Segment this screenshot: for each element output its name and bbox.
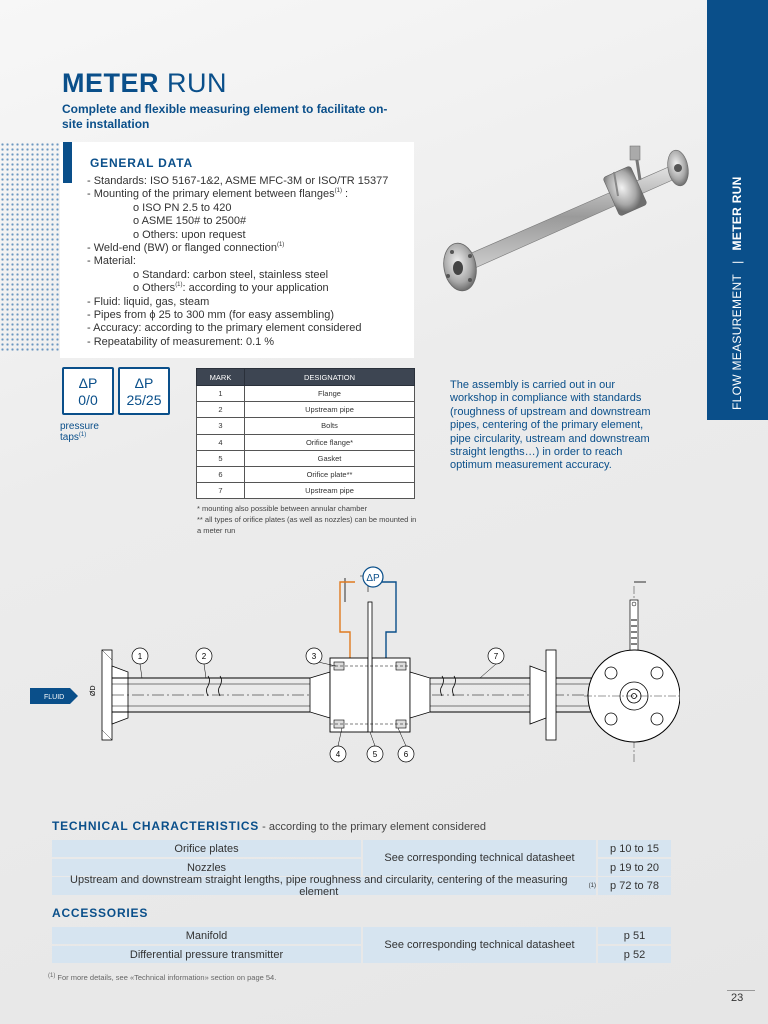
footer-note-sup: (1) — [48, 973, 56, 979]
svg-text:3: 3 — [311, 652, 317, 661]
general-line-tail: : — [341, 188, 349, 201]
mark-cell: 2 — [197, 402, 245, 418]
general-line-sup: (1) — [175, 282, 183, 289]
general-line-text: - Mounting of the primary element between flanges — [87, 188, 335, 201]
table-footnotes — [197, 503, 417, 536]
tech-row-straight-lengths — [52, 874, 596, 898]
general-line-text: - Repeatability of measurement: 0.1 % — [87, 335, 275, 348]
acc-merged-datasheet: See corresponding technical datasheet — [363, 927, 596, 963]
general-line-text: o ISO PN 2.5 to 420 — [133, 201, 232, 214]
footnote-1: * mounting also possible between annular chamber — [197, 504, 368, 513]
tech-page-3: p 72 to 78 — [598, 877, 671, 895]
mark-cell: 4 — [197, 434, 245, 450]
side-tab-section: FLOW MEASUREMENT — [730, 273, 744, 410]
general-line — [87, 336, 407, 349]
tech-characteristics-title — [52, 819, 486, 833]
tech-row-orifice: Orifice plates — [52, 840, 361, 857]
accessories-title: ACCESSORIES — [52, 906, 149, 920]
general-line-text: o ASME 150# to 2500# — [133, 215, 247, 228]
general-line-text: - Fluid: liquid, gas, steam — [87, 295, 210, 308]
general-line-sup: (1) — [276, 242, 285, 249]
orifice-plate — [368, 602, 372, 732]
general-line-text: - Pipes from ϕ 25 to 300 mm (for easy assembling) — [87, 309, 335, 322]
general-data-list — [87, 175, 407, 349]
acc-row-manifold: Manifold — [52, 927, 361, 944]
designation-cell: Flange — [245, 386, 415, 402]
table-row — [197, 418, 415, 434]
general-line-tail: : according to your application — [182, 282, 329, 295]
general-line — [87, 322, 407, 335]
general-line-text: - Accuracy: according to the primary element considered — [87, 322, 362, 335]
acc-row-transmitter: Differential pressure transmitter — [52, 946, 361, 963]
title-light: RUN — [167, 68, 228, 98]
page-number: 23 — [731, 992, 744, 1004]
tech-page-1: p 10 to 15 — [598, 840, 671, 857]
general-data-title: GENERAL DATA — [90, 156, 193, 170]
mark-table-body — [197, 386, 415, 499]
mark-cell: 6 — [197, 466, 245, 482]
side-tab-product: METER RUN — [730, 176, 744, 251]
general-line — [87, 242, 407, 255]
side-tab-label — [730, 170, 744, 410]
tap-value: 0/0 — [78, 392, 98, 408]
pressure-tap-box-0-0 — [62, 367, 114, 415]
assembly-description: The assembly is carried out in our workshop in compliance with standards (roughness of upstream and downstream pipes, centering of the primary element, pipe circularity, ustream and downstream straight lengths…) in order to reach optimum measurement accuracy. — [450, 379, 651, 472]
delta-p-symbol: ΔP — [134, 375, 154, 391]
mark-table — [196, 368, 415, 499]
callout-4 — [330, 728, 346, 762]
svg-text:4: 4 — [335, 750, 341, 759]
page-number-rule — [727, 990, 755, 991]
general-line — [87, 255, 407, 268]
general-line-text: - Standards: ISO 5167-1&2, ASME MFC-3M or ISO/TR 15377 — [87, 175, 389, 187]
pressure-taps-sup: (1) — [78, 432, 87, 438]
general-line — [87, 282, 407, 295]
general-line-text: o Standard: carbon steel, stainless steel — [133, 268, 329, 281]
svg-text:1: 1 — [137, 652, 143, 661]
flange-end-view — [584, 582, 680, 762]
svg-text:5: 5 — [372, 750, 378, 759]
pressure-taps-text: pressure taps — [60, 421, 99, 443]
page-subtitle: Complete and flexible measuring element to facilitate on-site installation — [62, 102, 388, 131]
tech-merged-datasheet: See corresponding technical datasheet — [363, 840, 596, 876]
acc-page-2: p 52 — [598, 946, 671, 963]
callout-1 — [132, 648, 148, 678]
table-row — [197, 402, 415, 418]
svg-text:7: 7 — [493, 652, 499, 661]
general-line — [87, 229, 407, 242]
general-line — [87, 188, 407, 201]
svg-text:6: 6 — [403, 750, 409, 759]
side-tab-separator: | — [730, 260, 744, 264]
general-line-text: - Weld-end (BW) or flanged connection — [87, 242, 277, 255]
general-line-text: o Others — [133, 282, 176, 295]
general-line — [87, 296, 407, 309]
general-line — [87, 202, 407, 215]
table-row — [197, 386, 415, 402]
callout-5 — [367, 732, 383, 762]
tech-row3-sup: (1) — [588, 883, 596, 889]
pressure-taps-label — [60, 421, 120, 443]
delta-p-symbol: ΔP — [78, 375, 98, 391]
callout-6 — [398, 728, 414, 762]
tap-value: 25/25 — [126, 392, 162, 408]
fluid-label: FLUID — [44, 694, 65, 701]
designation-cell: Orifice flange* — [245, 434, 415, 450]
designation-header: DESIGNATION — [245, 369, 415, 386]
upstream-tap-line — [340, 582, 355, 662]
general-accent-bar — [63, 142, 72, 183]
meter-run-drawing — [30, 562, 680, 777]
downstream-tap-line — [382, 582, 396, 662]
tech-page-2: p 19 to 20 — [598, 859, 671, 876]
table-row — [197, 466, 415, 482]
table-row — [197, 450, 415, 466]
designation-cell: Gasket — [245, 450, 415, 466]
general-line — [87, 175, 407, 188]
footnote-2: ** all types of orifice plates (as well as nozzles) can be mounted in a meter run — [197, 515, 417, 535]
general-line — [87, 269, 407, 282]
designation-cell: Bolts — [245, 418, 415, 434]
mark-cell: 1 — [197, 386, 245, 402]
general-line-sup: (1) — [334, 188, 342, 195]
delta-p-label: ΔP — [366, 573, 380, 584]
diameter-label: ØD — [90, 685, 97, 696]
acc-page-1: p 51 — [598, 927, 671, 944]
footer-note — [48, 973, 276, 982]
callout-7 — [480, 648, 504, 678]
mark-header: MARK — [197, 369, 245, 386]
tech-row-nozzles: Nozzles — [52, 859, 361, 876]
svg-text:2: 2 — [201, 652, 207, 661]
title-bold: METER — [62, 68, 159, 98]
tech-title-subtitle: - according to the primary element considered — [259, 821, 486, 833]
mark-cell: 3 — [197, 418, 245, 434]
table-row — [197, 434, 415, 450]
callout-2 — [196, 648, 212, 678]
designation-cell: Upstream pipe — [245, 402, 415, 418]
general-line — [87, 309, 407, 322]
table-row — [197, 483, 415, 499]
mark-cell: 5 — [197, 450, 245, 466]
mark-cell: 7 — [197, 483, 245, 499]
general-line-text: o Others: upon request — [133, 228, 246, 241]
page-title — [62, 68, 227, 99]
meter-run-photo — [430, 140, 710, 320]
pressure-tap-box-25-25 — [118, 367, 170, 415]
tech-row3-text: Upstream and downstream straight lengths, pipe roughness and circularity, centering of the measuring element — [70, 874, 568, 898]
general-line-text: - Material: — [87, 255, 136, 268]
footer-note-text: For more details, see «Technical information» section on page 54. — [55, 973, 277, 982]
tech-title-bold: TECHNICAL CHARACTERISTICS — [52, 819, 260, 833]
designation-cell: Orifice plate** — [245, 466, 415, 482]
general-line — [87, 215, 407, 228]
dot-pattern — [0, 142, 60, 352]
designation-cell: Upstream pipe — [245, 483, 415, 499]
